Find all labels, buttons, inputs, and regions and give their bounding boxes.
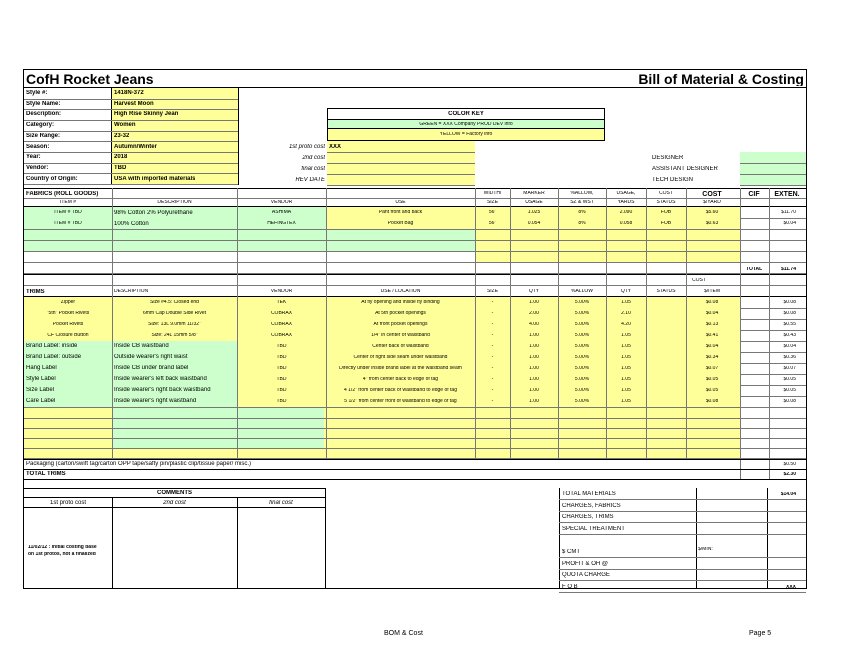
fabrics-header-cell: DESCRIPTION (157, 200, 192, 205)
trim-cell-cost: $0.05 (705, 388, 719, 393)
summary-label: CHARGES, TRIMS (562, 514, 614, 520)
trim-cell-use: 4" from center back to edge of tag (362, 377, 439, 382)
trim-cell-vendor: COBRAX (270, 322, 293, 327)
trim-cell-qty: 1.00 (529, 366, 539, 371)
fabrics-header-top-cell: COST (659, 191, 673, 196)
style-info-value: Autumn/Winter (114, 143, 157, 150)
footer-center: BOM & Cost (384, 630, 423, 637)
style-info-label: Category: (26, 122, 55, 129)
trim-cell-qty: 1.00 (529, 388, 539, 393)
trim-cell-vendor: TBD (276, 388, 287, 393)
trim-cell-vendor: TEK (276, 300, 287, 305)
fabric-cell-item: ITEM # TBD (54, 210, 82, 215)
trim-cell-qty: 1.00 (529, 399, 539, 404)
fabrics-header-top-cell: %ALLOW, (570, 191, 594, 196)
role-label: DESIGNER (652, 155, 684, 161)
fabrics-header-top-cell: EXTEN. (774, 191, 800, 198)
style-info-label: Season: (26, 143, 50, 150)
trim-cell-use: At fly opening and inside fly binding (361, 300, 440, 305)
fabric-cell-allow: 8% (578, 221, 586, 226)
trim-cell-cost: $0.34 (705, 355, 719, 360)
trim-cell-vendor: TBD (276, 344, 287, 349)
summary-label: QUOTA CHARGE (562, 572, 610, 578)
trim-name: Brand Label: inside (26, 343, 78, 349)
trim-cell-size: - (491, 388, 494, 393)
trim-cell-size: - (491, 366, 494, 371)
trims-header-cell: USE / LOCATION (380, 289, 421, 294)
trim-cell-vendor: COBRAX (270, 311, 293, 316)
trim-cell-cost: $0.04 (705, 311, 719, 316)
trim-cell-cost: $0.05 (705, 377, 719, 382)
trim-cell-size: - (491, 355, 494, 360)
fabrics-header-cell: VENDOR (270, 200, 293, 205)
comments-header-2: 2nd cost (163, 500, 186, 506)
total-trims-label: TOTAL TRIMS (26, 471, 66, 477)
document-title: Bill of Material & Costing (638, 72, 804, 86)
trim-cell-cost: $0.04 (705, 344, 719, 349)
fabric-cell-cost: $0.63 (705, 221, 719, 226)
style-info-value: TBD (114, 164, 127, 171)
trim-description: Outside wearer's right waist (114, 354, 188, 360)
fabric-cell-vendor: ASHIMA (271, 210, 292, 215)
trim-name: "5th" Pocket Rivets (46, 311, 90, 316)
trim-cell-allow: 5.00% (574, 344, 590, 349)
trim-cell-use: Center of right side seam under waistband (353, 355, 448, 360)
roles-bg (740, 152, 806, 185)
fabric-cell-size: 56" (488, 221, 497, 226)
trim-name: Care Label (26, 398, 56, 404)
trim-cell-qty2: 1.05 (621, 355, 631, 360)
fabric-cell-desc: 98% Cotton 2% Polyurethane (114, 210, 193, 216)
trim-cell-ext: $0.43 (783, 333, 796, 338)
fabrics-header-top-cell: WIDTH/ (483, 191, 502, 196)
trim-cell-vendor: TBD (276, 366, 287, 371)
trim-name: Style Label (26, 376, 56, 382)
trim-description: Size: 24L 15mm 5/8" (151, 333, 198, 338)
fabrics-total-value: $11.74 (780, 267, 796, 272)
fabric-cell-usage: 0.054 (527, 221, 541, 226)
trim-cell-ext: $0.07 (783, 366, 796, 371)
trim-cell-ext: $0.08 (783, 311, 796, 316)
trim-cell-cost: $0.13 (705, 322, 719, 327)
trim-cell-vendor: TBD (276, 377, 287, 382)
trim-description: Inside wearer's right waistband (114, 398, 197, 404)
trims-header-cell: %ALLOW (571, 289, 593, 294)
trims-header-cell: QTY (620, 289, 632, 294)
trim-cell-vendor: TBD (276, 355, 287, 360)
summary-label: PROFIT & OH @ (562, 561, 608, 567)
comment-note-line1: 11/02/12 : initial costing base (28, 545, 97, 550)
trim-cell-ext: $0.08 (783, 300, 796, 305)
trims-header-cell: $/ITEM (703, 289, 721, 294)
trim-cell-ext: $0.08 (783, 399, 796, 404)
trim-name: Zipper (60, 300, 76, 305)
fabrics-section-title: FABRICS (ROLL GOODS) (26, 191, 99, 197)
top-cost-label: REV DATE (295, 177, 325, 183)
trim-cell-size: - (491, 399, 494, 404)
summary-label: F O B (562, 584, 578, 590)
trim-cell-qty: 1.00 (529, 300, 539, 305)
trim-cell-qty: 2.00 (529, 311, 539, 316)
style-info-label: Style #: (26, 90, 48, 96)
packaging-value: $0.50 (783, 462, 796, 467)
trim-cell-qty: 1.00 (529, 377, 539, 382)
trim-cell-size: - (491, 322, 494, 327)
trim-cell-size: - (491, 333, 494, 338)
comments-title: COMMENTS (157, 490, 192, 496)
trim-name: CF Closure Button (47, 333, 89, 338)
fabrics-header-cell: YARDS (617, 200, 635, 205)
trim-name: Size Label (26, 387, 55, 393)
style-info-label: Country of Origin: (26, 175, 78, 182)
color-key-green: GREEN = XXX Company PROD DEV info (419, 122, 513, 127)
top-cost-label: final cost (301, 166, 325, 172)
trim-cell-allow: 5.00% (574, 322, 590, 327)
trim-cell-size: - (491, 300, 494, 305)
trim-cell-allow: 5.00% (574, 366, 590, 371)
style-info-label: Vendor: (26, 164, 49, 171)
fabric-cell-ext: $11.70 (781, 210, 796, 215)
trim-cell-qty2: 1.05 (621, 366, 631, 371)
trims-cost-label: COST (692, 278, 706, 283)
trim-description: Inside wearer's right back waistband (114, 387, 211, 393)
trim-cell-ext: $0.55 (783, 322, 796, 327)
fabrics-header-cell: USE (395, 200, 406, 205)
fabric-cell-size: 56" (488, 210, 497, 215)
comments-header-3: final cost (269, 500, 293, 506)
fabric-cell-ext: $0.04 (783, 221, 796, 226)
fabrics-header-cell: $/YARD (703, 200, 721, 205)
summary-label: SPECIAL TREATMENT (562, 526, 625, 532)
trim-cell-size: - (491, 377, 494, 382)
company-title: CofH Rocket Jeans (26, 72, 154, 86)
trim-cell-allow: 5.00% (574, 388, 590, 393)
bom-sheet (23, 69, 807, 589)
trim-cell-allow: 5.00% (574, 377, 590, 382)
trims-header-cell: SIZE (486, 289, 499, 294)
packaging-label: Packaging (carton/swift tag/carton OPP tape/safty pin/plastic clip/tissue paper/ misc.) (26, 461, 251, 467)
color-key (327, 108, 605, 141)
top-cost-label: 2nd cost (302, 155, 325, 161)
trim-cell-cost: $0.08 (705, 399, 719, 404)
trim-description: Size #4.5: Closed end (150, 300, 199, 305)
trim-description: Size: 13L 9.0mm 11/32" (148, 322, 201, 327)
trim-cell-allow: 5.00% (574, 300, 590, 305)
fabrics-header-top-cell: MARKER (523, 191, 545, 196)
trims-header-cell: VENDOR (270, 289, 293, 294)
role-label: ASSISTANT DESIGNER (652, 166, 718, 172)
fabric-cell-use: Pant front and back (378, 210, 423, 215)
trim-cell-cost: $0.08 (705, 300, 719, 305)
footer-page: Page 5 (749, 630, 772, 637)
trim-description: Inside wearer's left back waistband (114, 376, 207, 382)
fabrics-header-cell: SIZE (486, 200, 499, 205)
fabrics-total-label: TOTAL (746, 267, 763, 272)
trim-cell-allow: 5.00% (574, 399, 590, 404)
trim-cell-allow: 5.00% (574, 311, 590, 316)
trim-cell-qty: 1.00 (529, 333, 539, 338)
trims-section-title: TRIMS (26, 289, 45, 295)
trims-header-cell: DESCRIPTION (114, 289, 149, 294)
trims-header-cell: QTY (528, 289, 540, 294)
trim-cell-use: Center back of waistband (372, 344, 429, 349)
style-info-value: 2018 (114, 154, 128, 161)
trim-cell-cost: $0.41 (705, 333, 719, 338)
comments-box (24, 488, 326, 589)
fabric-cell-desc: 100% Cotton (114, 221, 149, 227)
trim-cell-qty2: 1.05 (621, 399, 631, 404)
trim-cell-ext: $0.36 (783, 355, 796, 360)
trim-cell-ext: $0.05 (783, 388, 796, 393)
trim-name: Brand Label: outside (26, 354, 82, 360)
style-info-label: Style Name: (26, 100, 61, 107)
summary-value: $14.04 (780, 492, 796, 497)
fabric-cell-yards: 2.090 (619, 210, 633, 215)
trim-cell-vendor: TBD (276, 399, 287, 404)
fabrics-header-cell: STATUS (656, 200, 676, 205)
trim-cell-qty2: 1.05 (621, 377, 631, 382)
trim-cell-qty: 1.00 (529, 355, 539, 360)
trims-header-cell: STATUS (656, 289, 676, 294)
fabrics-header-top-cell: CIF (748, 191, 760, 198)
trim-cell-qty2: 1.05 (621, 300, 631, 305)
trim-description: Inside CB under brand label (114, 365, 189, 371)
trim-cell-allow: 5.00% (574, 333, 590, 338)
fabrics-header-top-cell: USAGE, (616, 191, 636, 196)
trim-cell-use: 1/4" in center of waistband (371, 333, 430, 338)
trim-cell-ext: $0.05 (783, 377, 796, 382)
trim-cell-size: - (491, 311, 494, 316)
summary-value: XXX (785, 585, 796, 590)
style-info-value: 1418N-372 (114, 90, 144, 96)
fabric-cell-vendor: HEFINGTEX (267, 221, 296, 226)
trim-cell-allow: 5.00% (574, 355, 590, 360)
trim-cell-use: Directly under inside brand label at the waistband seam (339, 366, 462, 371)
trim-name: Hang Label (26, 365, 57, 371)
summary-label: TOTAL MATERIALS (562, 491, 616, 497)
fabric-cell-cost: $5.60 (705, 210, 719, 215)
trim-cell-qty2: 1.05 (621, 388, 631, 393)
fabrics-header-cell: USAGE (525, 200, 543, 205)
trim-name: Pocket Rivets (52, 322, 84, 327)
fabric-cell-allow: 8% (578, 210, 586, 215)
trim-description: 6mm Cap Double Side Rivet (142, 311, 207, 316)
trim-cell-qty2: 2.10 (621, 311, 631, 316)
top-cost-label: 1st proto cost (288, 144, 325, 150)
trim-cell-qty: 1.00 (529, 344, 539, 349)
trim-cell-ext: $0.04 (783, 344, 796, 349)
color-key-title: COLOR KEY (448, 111, 484, 117)
trim-cell-use: 4 1/2" from center back of waistband to edge of tag (344, 388, 457, 393)
summary-label: CHARGES, FABRICS (562, 503, 621, 509)
smin-label: $/MIN: (698, 547, 713, 552)
style-info-value: Harvest Moon (114, 100, 154, 107)
trim-cell-qty2: 1.05 (621, 333, 631, 338)
fabrics-empty-yellow (475, 229, 740, 262)
fabric-cell-status: FOB (660, 210, 672, 215)
summary-label: $ CMT (562, 549, 580, 555)
top-cost-value: XXX (329, 144, 342, 150)
trim-cell-qty2: 4.20 (621, 322, 631, 327)
role-label: TECH DESIGN (652, 177, 694, 183)
fabric-cell-usage: 1.025 (527, 210, 541, 215)
comments-header-1: 1st proto cost (49, 500, 87, 506)
trim-cell-use: 5 1/2" from center front of waistband to edge of tag (344, 399, 457, 404)
style-info-value: Women (114, 122, 136, 129)
fabric-cell-yards: 0.058 (619, 221, 633, 226)
fabric-cell-use: Pocket Bag (387, 221, 414, 226)
style-info-value: 23-32 (114, 132, 130, 139)
trim-cell-qty2: 1.05 (621, 344, 631, 349)
style-info-value: High Rise Skinny Jean (114, 111, 179, 118)
style-info-label: Year: (26, 154, 41, 161)
fabric-cell-item: ITEM # TBD (54, 221, 82, 226)
trim-cell-qty: 4.00 (529, 322, 539, 327)
trim-cell-size: - (491, 344, 494, 349)
fabric-cell-status: FOB (660, 221, 672, 226)
fabrics-header-top-cell: COST (702, 191, 722, 198)
trim-cell-use: At front pocket openings (373, 322, 428, 327)
fabrics-header-cell: SZ & WST (570, 200, 594, 205)
style-info-label: Size Range: (26, 132, 61, 139)
trim-description: Inside CB waistband (114, 343, 169, 349)
trim-cell-vendor: COBRAX (270, 333, 293, 338)
style-info-value: USA with imported materials (114, 175, 196, 182)
trim-cell-cost: $0.07 (705, 366, 719, 371)
comment-note-line2: on 1st protos, not a finalized (28, 552, 96, 557)
color-key-yellow: YELLOW = Factory info (439, 132, 493, 137)
fabrics-header-cell: ITEM # (59, 200, 77, 205)
trim-cell-use: At 5th pocket openings (375, 311, 426, 316)
total-trims-value: $2.30 (783, 472, 796, 477)
style-info-label: Description: (26, 111, 62, 118)
